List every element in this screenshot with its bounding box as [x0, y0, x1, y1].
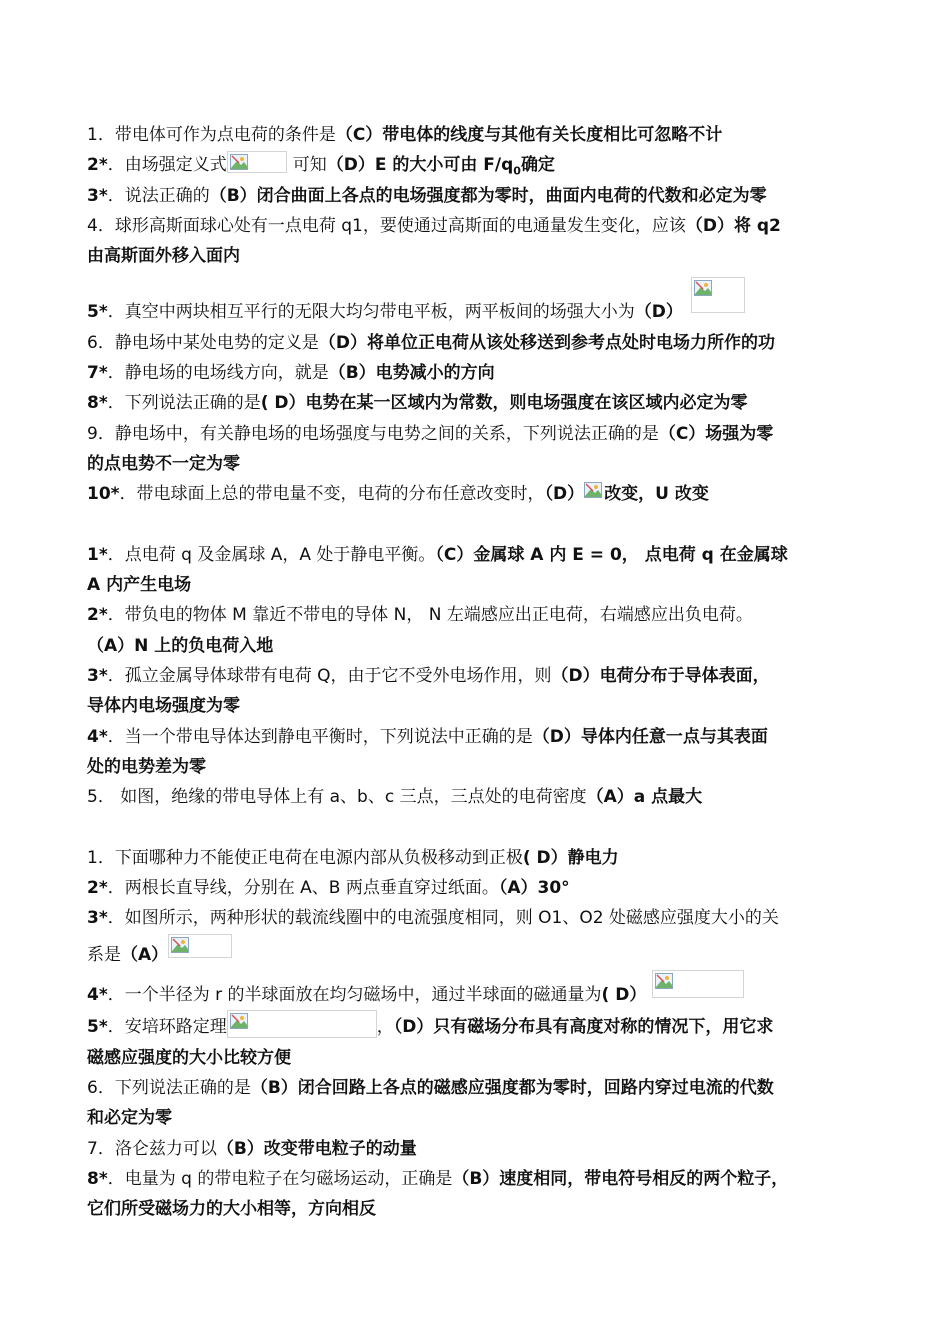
s2-q1-cont	[87, 570, 872, 600]
answer-text: （D）	[544, 484, 585, 505]
s3-q1	[87, 843, 872, 873]
question-text: ．球形高斯面球心处有一点电荷 q1，要使通过高斯面的电通量发生变化，应该	[97, 215, 686, 236]
broken-image-icon	[230, 154, 248, 170]
question-text: ．下列说法正确的是	[107, 393, 261, 414]
broken-image-icon	[694, 280, 712, 296]
s1-q9-cont	[87, 449, 872, 479]
question-number: 5*	[87, 302, 108, 323]
question-text: ．由场强定义式	[107, 155, 227, 176]
s1-q6	[87, 328, 872, 358]
s3-q2	[87, 873, 872, 903]
question-text: ．两根长直导线，分别在 A、B 两点垂直穿过纸面。	[107, 878, 499, 899]
question-text: ．下列说法正确的是	[97, 1077, 251, 1098]
question-number: 10*	[87, 484, 120, 505]
formula-image	[168, 934, 232, 958]
answer-text: 和必定为零	[87, 1108, 172, 1129]
s2-q4	[87, 722, 872, 752]
section-gap	[87, 813, 872, 843]
question-text: ．当一个带电导体达到静电平衡时，下列说法中正确的是	[107, 726, 533, 747]
question-text: ．带负电的物体 M 靠近不带电的导体 N， N 左端感应出正电荷，右端感应出负电荷。	[107, 605, 753, 626]
answer-text: （D）电荷分布于导体表面，	[551, 666, 770, 687]
question-number: 2*	[87, 878, 108, 899]
question-number: 5*	[87, 1017, 108, 1038]
question-text: ．静电场中某处电势的定义是	[97, 332, 319, 353]
question-number: 7*	[87, 363, 108, 384]
s3-q6	[87, 1073, 872, 1103]
question-number: 7	[87, 1138, 98, 1159]
broken-image-icon	[584, 482, 602, 498]
question-number: 3*	[87, 185, 108, 206]
s2-q2-cont	[87, 631, 872, 661]
question-text: ． 如图，绝缘的带电导体上有 a、b、c 三点，三点处的电荷密度	[97, 787, 587, 808]
question-text: ．点电荷 q 及金属球 A，A 处于静电平衡。	[107, 544, 436, 565]
s1-q4	[87, 211, 872, 241]
question-text: ．如图所示，两种形状的载流线圈中的电流强度相同，则 O1、O2 处磁感应强度大小的关	[107, 908, 779, 929]
s1-q2	[87, 150, 872, 180]
formula-image	[584, 482, 604, 502]
answer-text: 的点电势不一定为零	[87, 453, 240, 474]
document-page	[87, 120, 872, 1224]
question-number: 4	[87, 215, 98, 236]
answer-text: （C）金属球 A 内 E = 0， 点电荷 q 在金属球	[435, 544, 788, 565]
question-text: ．真空中两块相互平行的无限大均匀带电平板，两平板间的场强大小为	[107, 302, 635, 323]
question-text: ．静电场中，有关静电场的电场强度与电势之间的关系，下列说法正确的是	[97, 423, 659, 444]
question-number: 2*	[87, 605, 108, 626]
question-number: 6	[87, 332, 98, 353]
s1-q7	[87, 358, 872, 388]
answer-text: 它们所受磁场力的大小相等，方向相反	[87, 1199, 376, 1220]
answer-text: （D）	[634, 302, 683, 323]
answer-text: （A）a 点最大	[586, 787, 703, 808]
answer-text: （B）闭合曲面上各点的电场强度都为零时，曲面内电荷的代数和必定为零	[209, 185, 767, 206]
s1-q9	[87, 419, 872, 449]
s2-q1	[87, 540, 872, 570]
question-text: ．说法正确的	[107, 185, 210, 206]
answer-text: 导体内电场强度为零	[87, 696, 240, 717]
answer-text: （D）导体内任意一点与其表面	[532, 726, 768, 747]
answer-text: 改变，U 改变	[604, 484, 709, 505]
answer-text: （D）只有磁场分布具有高度对称的情况下，用它求	[393, 1017, 774, 1038]
answer-text: （D）将单位正电荷从该处移送到参考点处时电场力所作的功	[318, 332, 775, 353]
answer-text: ( D）电势在某一区域内为常数，则电场强度在该区域内必定为零	[260, 393, 748, 414]
question-number: 8*	[87, 1168, 108, 1189]
question-number: 3*	[87, 908, 108, 929]
answer-subscript: 0	[513, 164, 521, 178]
question-number: 6	[87, 1077, 98, 1098]
question-text: 可知	[292, 155, 327, 176]
s1-q10	[87, 479, 872, 509]
s1-q8	[87, 388, 872, 418]
answer-text: （A）30°	[498, 878, 570, 899]
s2-q3-cont	[87, 691, 872, 721]
s2-q5	[87, 782, 872, 812]
answer-text: （D）将 q2	[685, 215, 781, 236]
s3-q3-cont	[87, 934, 872, 970]
answer-text: （B）电势减小的方向	[328, 363, 495, 384]
question-text: ．安培环路定理	[107, 1017, 227, 1038]
question-text: ．静电场的电场线方向，就是	[107, 363, 329, 384]
s1-q3	[87, 181, 872, 211]
question-number: 2*	[87, 155, 108, 176]
s2-q2	[87, 600, 872, 630]
question-number: 5	[87, 787, 98, 808]
answer-text: （C）场强为零	[658, 423, 774, 444]
s3-q6-cont	[87, 1103, 872, 1133]
s2-q4-cont	[87, 752, 872, 782]
s3-q7	[87, 1134, 872, 1164]
answer-text: 处的电势差为零	[87, 756, 206, 777]
answer-text: （D）E 的大小可由 F/q	[326, 155, 514, 176]
s3-q8-cont	[87, 1194, 872, 1224]
s2-q3	[87, 661, 872, 691]
question-number: 4*	[87, 726, 108, 747]
answer-text: ( D）	[601, 985, 647, 1006]
question-number: 9	[87, 423, 98, 444]
broken-image-icon	[230, 1013, 248, 1029]
question-number: 1	[87, 847, 98, 868]
s3-q8	[87, 1164, 872, 1194]
broken-image-icon	[171, 937, 189, 953]
s3-q4	[87, 970, 872, 1010]
answer-text: （C）带电体的线度与其他有关长度相比可忽略不计	[335, 125, 723, 145]
s1-q1	[87, 120, 872, 150]
s3-q5	[87, 1010, 872, 1042]
s3-q3	[87, 903, 872, 933]
answer-text: （B）闭合回路上各点的磁感应强度都为零时，回路内穿过电流的代数	[250, 1077, 774, 1098]
question-text: ．下面哪种力不能使正电荷在电源内部从负极移动到正极	[97, 847, 523, 868]
broken-image-icon	[655, 973, 673, 989]
question-text: ．电量为 q 的带电粒子在匀磁场运动，正确是	[107, 1168, 453, 1189]
answer-text: （B）改变带电粒子的动量	[216, 1138, 417, 1159]
answer-text: 由高斯面外移入面内	[87, 246, 240, 267]
s1-q5	[87, 277, 872, 327]
answer-text: （A）	[121, 944, 169, 965]
section-gap	[87, 510, 872, 540]
answer-text: （A）N 上的负电荷入地	[87, 635, 274, 656]
answer-text: ( D）静电力	[522, 847, 619, 868]
formula-image	[227, 1010, 377, 1038]
question-text: ，	[376, 1017, 394, 1038]
formula-image	[227, 151, 287, 173]
question-number: 1	[87, 125, 98, 145]
formula-image	[652, 970, 744, 998]
answer-text: 确定	[520, 155, 555, 176]
answer-text: A 内产生电场	[87, 575, 192, 596]
question-number: 3*	[87, 666, 108, 687]
answer-text: （B）速度相同，带电符号相反的两个粒子，	[452, 1168, 789, 1189]
question-number: 1*	[87, 544, 108, 565]
formula-image	[691, 277, 745, 313]
question-text: 系是	[87, 944, 121, 965]
question-text: ．带电球面上总的带电量不变，电荷的分布任意改变时，	[119, 484, 545, 505]
question-number: 4*	[87, 985, 108, 1006]
s3-q5-cont	[87, 1043, 872, 1073]
question-text: ．洛仑兹力可以	[97, 1138, 217, 1159]
question-text: ．孤立金属导体球带有电荷 Q，由于它不受外电场作用，则	[107, 666, 552, 687]
answer-text: 磁感应强度的大小比较方便	[87, 1047, 291, 1068]
s1-q4-cont	[87, 241, 872, 271]
question-number: 8*	[87, 393, 108, 414]
question-text: ．一个半径为 r 的半球面放在均匀磁场中，通过半球面的磁通量为	[107, 985, 602, 1006]
question-text: ．带电体可作为点电荷的条件是	[97, 125, 336, 145]
